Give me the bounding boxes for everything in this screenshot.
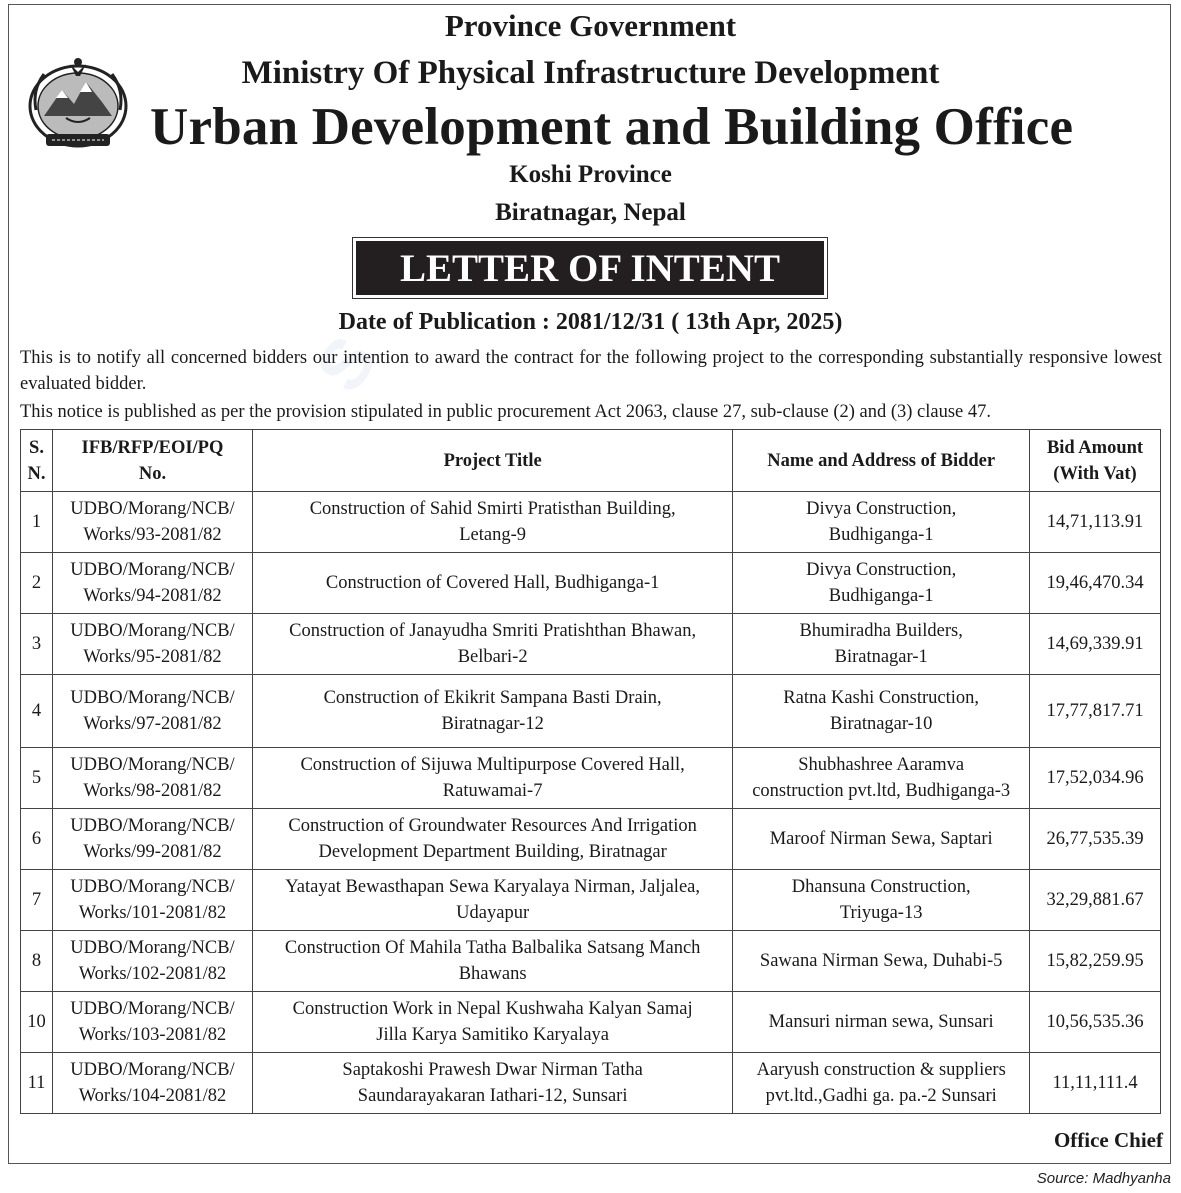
cell-text: Budhiganga-1 [828,525,934,545]
cell-text: UDBO/Morang/NCB/ [70,560,235,580]
cell-text: Dhansuna Construction, [791,877,971,897]
cell-ifb [52,675,252,748]
cell-bidder [733,553,1030,614]
cell-text: Biratnagar-1 [834,647,928,667]
cell-text: Works/104-2081/82 [78,1086,227,1106]
bid-table [20,429,1161,1114]
cell-text: Construction Work in Nepal Kushwaha Kalyan Samaj [292,999,693,1019]
cell-text: Works/95-2081/82 [83,647,222,667]
cell-sn: 3 [21,614,53,675]
cell-title [252,870,732,931]
cell-text: Saundarayakaran Iathari-12, Sunsari [357,1086,628,1106]
cell-text: UDBO/Morang/NCB/ [70,816,235,836]
cell-text: Divya Construction, [806,560,957,580]
cell-text: Bhumiradha Builders, [799,621,963,641]
table-row [21,675,1161,748]
cell-bidder [733,1053,1030,1114]
cell-text: Works/97-2081/82 [83,714,222,734]
cell-bidder: Sawana Nirman Sewa, Duhabi-5 [733,931,1030,992]
cell-ifb [52,553,252,614]
cell-text: Construction of Sijuwa Multipurpose Covered Hall, [300,755,685,775]
cell-amount: 14,71,113.91 [1030,492,1161,553]
office-heading: Urban Development and Building Office [150,98,1074,156]
cell-text: Construction of Groundwater Resources And Irrigation [288,816,697,836]
cell-sn: 7 [21,870,53,931]
cell-text: Construction of Sahid Smirti Pratisthan Building, [309,499,676,519]
cell-text: Works/94-2081/82 [83,586,222,606]
table-row [21,931,1161,992]
cell-bidder [733,492,1030,553]
cell-amount: 14,69,339.91 [1030,614,1161,675]
cell-title [252,992,732,1053]
col-header-sn [21,430,53,492]
cell-amount: 32,29,881.67 [1030,870,1161,931]
cell-text: Works/98-2081/82 [83,781,222,801]
cell-text: UDBO/Morang/NCB/ [70,499,235,519]
col-header-bidder: Name and Address of Bidder [733,430,1030,492]
cell-text: Aaryush construction & suppliers [756,1060,1006,1080]
letter-of-intent-banner [352,237,828,299]
cell-sn: 1 [21,492,53,553]
provision-paragraph: This notice is published as per the provision stipulated in public procurement Act 2063, clause 27, sub-clause (2) and (3) clause 47. [20,402,992,422]
table-row [21,553,1161,614]
banner-text: LETTER OF INTENT [356,241,824,295]
cell-amount: 11,11,111.4 [1030,1053,1161,1114]
province-name: Koshi Province [509,161,672,188]
cell-title [252,492,732,553]
cell-ifb [52,931,252,992]
cell-sn: 11 [21,1053,53,1114]
header-text: No. [138,463,167,484]
cell-ifb [52,809,252,870]
header-text: Bid Amount [1046,437,1144,458]
cell-text: Udayapur [456,903,530,923]
cell-text: construction pvt.ltd, Budhiganga-3 [752,781,1011,801]
cell-text: Divya Construction, [806,499,957,519]
province-government-heading: Province Government [444,8,737,43]
header-text: IFB/RFP/EOI/PQ [81,437,224,458]
cell-text: UDBO/Morang/NCB/ [70,938,235,958]
source-credit: Source: Madhyanha [1036,1170,1171,1187]
publication-date: Date of Publication : 2081/12/31 ( 13th Apr, 2025) [338,309,843,335]
cell-ifb [52,614,252,675]
cell-text: Budhiganga-1 [828,586,934,606]
cell-text: Biratnagar-12 [441,714,544,734]
cell-amount: 19,46,470.34 [1030,553,1161,614]
col-header-amount [1030,430,1161,492]
signature-office-chief: Office Chief [1053,1128,1163,1152]
cell-text: Construction of Ekikrit Sampana Basti Drain, [323,688,662,708]
cell-text: UDBO/Morang/NCB/ [70,621,235,641]
cell-text: Saptakoshi Prawesh Dwar Nirman Tatha [342,1060,643,1080]
cell-bidder: Mansuri nirman sewa, Sunsari [733,992,1030,1053]
cell-sn: 8 [21,931,53,992]
col-header-ifb [52,430,252,492]
ministry-heading: Ministry Of Physical Infrastructure Development [241,55,940,91]
cell-amount: 26,77,535.39 [1030,809,1161,870]
table-row [21,870,1161,931]
cell-text: Ratna Kashi Construction, [783,688,980,708]
table-row [21,614,1161,675]
header-text: S. [29,437,44,458]
cell-text: UDBO/Morang/NCB/ [70,755,235,775]
cell-title [252,809,732,870]
table-header-row [21,430,1161,492]
cell-title [252,748,732,809]
cell-ifb [52,992,252,1053]
cell-title [252,1053,732,1114]
cell-title [252,931,732,992]
cell-text: UDBO/Morang/NCB/ [70,1060,235,1080]
table-row [21,992,1161,1053]
cell-ifb [52,492,252,553]
header-text: N. [27,463,46,484]
cell-text: Works/103-2081/82 [78,1025,227,1045]
table-row [21,809,1161,870]
cell-amount: 17,77,817.71 [1030,675,1161,748]
cell-text: Biratnagar-10 [829,714,933,734]
cell-text: Bhawans [458,964,527,984]
cell-bidder [733,870,1030,931]
cell-text: Jilla Karya Samitiko Karyalaya [376,1025,609,1045]
cell-bidder [733,614,1030,675]
cell-text: Construction Of Mahila Tatha Balbalika Satsang Manch [284,938,701,958]
cell-text: pvt.ltd.,Gadhi ga. pa.-2 Sunsari [765,1086,997,1106]
watermark: S [300,322,392,406]
cell-ifb [52,870,252,931]
cell-text: Development Department Building, Biratnagar [318,842,667,862]
cell-title: Construction of Covered Hall, Budhiganga-1 [252,553,732,614]
cell-ifb [52,1053,252,1114]
cell-text: Triyuga-13 [839,903,923,923]
cell-amount: 15,82,259.95 [1030,931,1161,992]
cell-amount: 10,56,535.36 [1030,992,1161,1053]
header-text: (With Vat) [1053,463,1137,484]
cell-sn: 10 [21,992,53,1053]
cell-bidder [733,748,1030,809]
cell-title [252,675,732,748]
cell-text: Works/93-2081/82 [83,525,222,545]
cell-text: Works/99-2081/82 [83,842,222,862]
city-name: Biratnagar, Nepal [495,199,686,226]
table-row [21,492,1161,553]
cell-amount: 17,52,034.96 [1030,748,1161,809]
cell-text: UDBO/Morang/NCB/ [70,999,235,1019]
cell-text: UDBO/Morang/NCB/ [70,877,235,897]
cell-text: Yatayat Bewasthapan Sewa Karyalaya Nirman, Jaljalea, [285,877,700,897]
cell-bidder [733,675,1030,748]
cell-text: Ratuwamai-7 [442,781,543,801]
cell-sn: 6 [21,809,53,870]
cell-bidder: Maroof Nirman Sewa, Saptari [733,809,1030,870]
cell-text: Construction of Janayudha Smriti Pratishthan Bhawan, [289,621,697,641]
cell-text: Letang-9 [459,525,527,545]
col-header-title: Project Title [252,430,732,492]
cell-text: UDBO/Morang/NCB/ [70,688,235,708]
notice-paragraph: This is to notify all concerned bidders our intention to award the contract for the following project to the corresponding substantially responsive lowest evaluated bidder. [20,348,1162,394]
cell-title [252,614,732,675]
cell-sn: 4 [21,675,53,748]
table-row [21,1053,1161,1114]
cell-text: Shubhashree Aaramva [798,755,965,775]
table-row [21,748,1161,809]
cell-sn: 5 [21,748,53,809]
cell-text: Works/101-2081/82 [78,903,227,923]
cell-sn: 2 [21,553,53,614]
cell-text: Belbari-2 [457,647,528,667]
cell-ifb [52,748,252,809]
cell-text: Works/102-2081/82 [78,964,227,984]
